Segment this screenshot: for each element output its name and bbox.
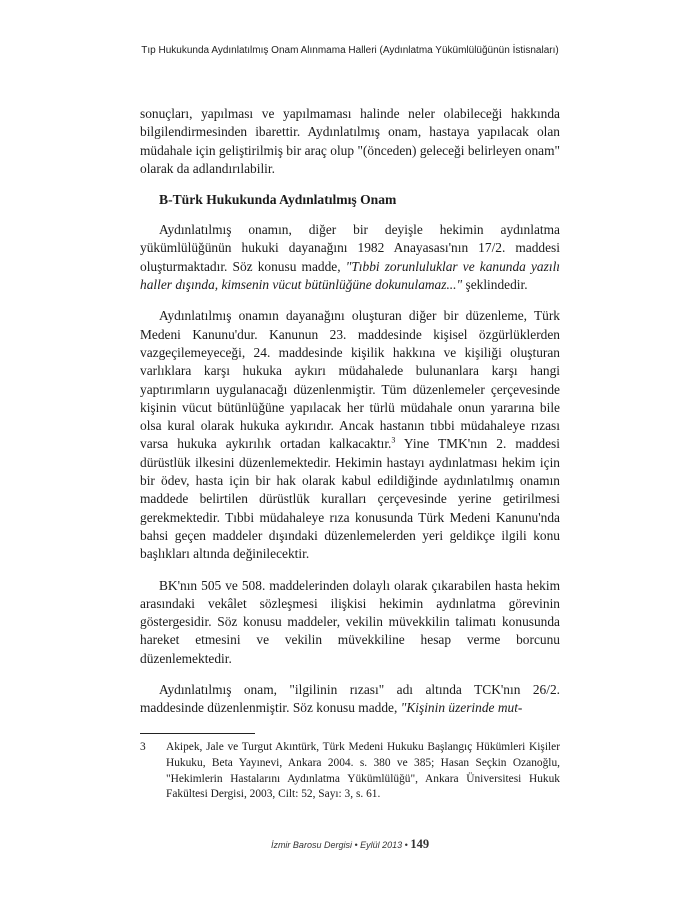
page-number: 149 (410, 837, 430, 851)
body-text (140, 105, 560, 731)
paragraph-2-text: Aydınlatılmış onamın, diğer bir deyişle hekimin aydınlatma yükümlülüğünün hukuki dayanağını 1982 Anayasası'nın 17/2. maddesi oluşturmaktadır. Söz konusu madde, (140, 222, 560, 274)
page-footer (140, 837, 560, 852)
constitution-quote: "Tıbbi zorunluluklar ve kanunda yazılı haller dışında, kimsenin vücut bütünlüğüne dokunulamaz..." (140, 258, 561, 293)
paragraph-2-end: şeklindedir. (462, 277, 528, 293)
footnote-number: 3 (140, 741, 146, 753)
running-head: Tıp Hukukunda Aydınlatılmış Onam Alınmama Halleri (Aydınlatma Yükümlülüğünün İstisnaları) (141, 45, 559, 56)
paragraph-4: BK'nın 505 ve 508. maddelerinden dolaylı olarak çıkarabilen hasta hekim arasındaki vekâlet sözleşmesi ilişkisi hekimin aydınlatma görevinin göstergesidir. Söz konusu maddeler, vekilin müvekkilin talimatı konusunda hareket etmesini ve vekilin müvekkiline hesap verme borcunu düzenlemektedir. (140, 577, 560, 666)
paragraph-5-text: Aydınlatılmış onam, "ilgilinin rızası" adı altında TCK'nın 26/2. maddesinde düzenlenmiştir. Söz konusu madde, (140, 682, 560, 716)
footnote-ref[interactable]: 3 (391, 435, 396, 445)
paragraph-3-text: Aydınlatılmış onamın dayanağını oluşturan diğer bir düzenleme, Türk Medeni Kanunu'dur. Kanunun 23. maddesinde kişisel özgürlüklerden vazgeçilemeyeceği, 24. maddesinde kişilik hakkına ve kişiliği oluşturan varlıklara karşı hukuka aykırı müdahalede bulunanlara karşı hangi yaptırımların uygulanacağı düzenlenmiştir. Tüm düzenlemeler çerçevesinde kişinin vücut bütünlüğüne yapılacak her türlü müdahale onun yararına bile olsa kural olarak hukuka aykırıdır. Ancak hastanın tıbbi müdahaleye rızası varsa hukuka aykırılık ortadan kalkacaktır. (140, 308, 560, 452)
paragraph-5 (140, 681, 560, 718)
journal-name: İzmir Barosu Dergisi • Eylül 2013 • (270, 840, 408, 850)
footnote-text: Akipek, Jale ve Turgut Akıntürk, Türk Medeni Hukuku Başlangıç Hükümleri Kişiler Hukuku, Beta Yayınevi, Ankara 2004. s. 380 ve 385; Hasan Seçkin Ozanoğlu, "Hekimlerin Hastalarını Aydınlatma Yükümlülüğü", Ankara Üniversitesi Hukuk Fakültesi Dergisi, 2003, Cilt: 52, Sayı: 3, s. 61. (166, 741, 560, 801)
footnote-divider (140, 733, 255, 734)
tck-quote: "Kişinin üzerinde mut- (400, 700, 523, 716)
section-heading: B-Türk Hukukunda Aydınlatılmış Onam (159, 192, 397, 208)
paragraph-1: sonuçları, yapılması ve yapılmaması halinde neler olabileceği hakkında bilgilendirmesinden ibarettir. Aydınlatılmış onam, hastaya yapılacak olan müdahale için geliştirilmiş bir araç olup "(önceden) geleceği belirleyen onam" olarak da adlandırılabilir. (140, 106, 560, 176)
paragraph-2 (140, 221, 560, 294)
footnote (140, 740, 560, 803)
paragraph-3 (140, 307, 560, 563)
paragraph-3-rest: Yine TMK'nın 2. maddesi dürüstlük ilkesini düzenlemektedir. Hekimin hastayı aydınlatması hekim için bir ödev, hasta için bir hak olarak kabul edildiğinde aydınlatılmış onamın maddede belirtilen dürüstlük kuralları çerçevesinde yerine getirilmesi gerekmektedir. Tıbbi müdahaleye rıza konusunda Türk Medeni Kanunu'nda bahsi geçen maddeler dışındaki düzenlemelerden yeri geldikçe ilgili konu başlıkları altında değinilecektir. (140, 436, 560, 562)
